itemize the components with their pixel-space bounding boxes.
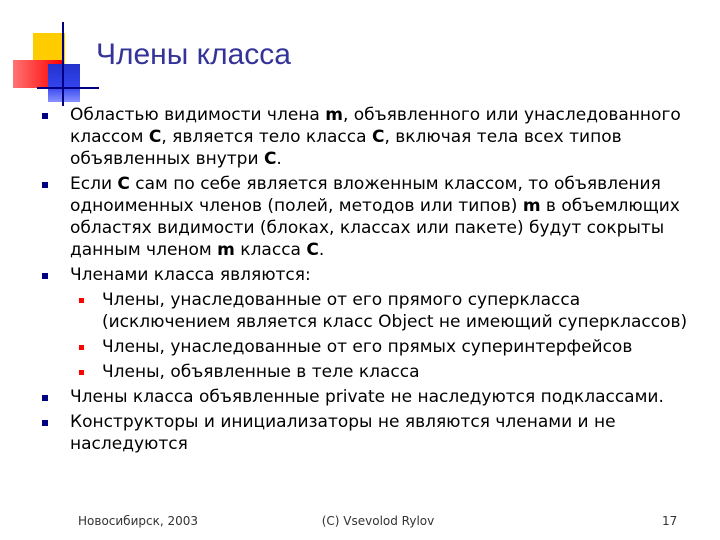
sub-bullet-text: Члены, объявленные в теле класса <box>102 362 420 382</box>
sub-bullet-square-icon <box>79 370 84 375</box>
sub-bullet-square-icon <box>79 298 84 303</box>
bullet-item-members <box>40 264 690 286</box>
sub-bullet-item-superclass <box>40 289 690 333</box>
footer-location: Новосибирск, 2003 <box>78 514 199 528</box>
bullet-item-scope <box>40 104 690 170</box>
bullet-text: Областью видимости члена m, объявленного или унаследованного классом C, является тело класса C, включая тела всех типов объявленных внутри C. <box>70 105 681 169</box>
logo-vertical-line <box>62 22 64 106</box>
bullet-square-icon <box>42 420 48 426</box>
logo-blue-square <box>48 64 80 102</box>
sub-bullet-square-icon <box>79 345 84 350</box>
bullet-item-shadowing <box>40 173 690 261</box>
slide-logo <box>0 0 110 110</box>
bullet-text: Конструкторы и инициализаторы не являются членами и не наследуются <box>70 412 616 454</box>
bullet-item-constructors <box>40 411 690 455</box>
sub-bullet-item-superinterfaces <box>40 336 690 358</box>
bullet-text: Членами класса являются: <box>70 265 311 285</box>
sub-bullet-text: Члены, унаследованные от его прямых суперинтерфейсов <box>102 337 633 357</box>
bullet-square-icon <box>42 182 48 188</box>
footer-author: (C) Vsevolod Rylov <box>321 514 435 528</box>
slide-title: Члены класса <box>96 38 291 71</box>
bullet-square-icon <box>42 113 48 119</box>
page-number: 17 <box>662 514 678 528</box>
bullet-square-icon <box>42 273 48 279</box>
bullet-text: Если C сам по себе является вложенным классом, то объявления одноименных членов (полей, методов или типов) m в объемлющих областях видимости (блоках, классах или пакете) будут сокрыты данным членом m класса C. <box>70 174 680 260</box>
bullet-text: Члены класса объявленные private не наследуются подклассами. <box>70 387 664 407</box>
sub-bullet-text: Члены, унаследованные от его прямого суперкласса (исключением является класс Object не имеющий суперклассов) <box>102 290 688 332</box>
bullet-item-private <box>40 386 690 408</box>
bullet-list <box>40 104 690 458</box>
sub-bullet-item-declared <box>40 361 690 383</box>
bullet-square-icon <box>42 395 48 401</box>
logo-horizontal-line <box>37 87 99 89</box>
